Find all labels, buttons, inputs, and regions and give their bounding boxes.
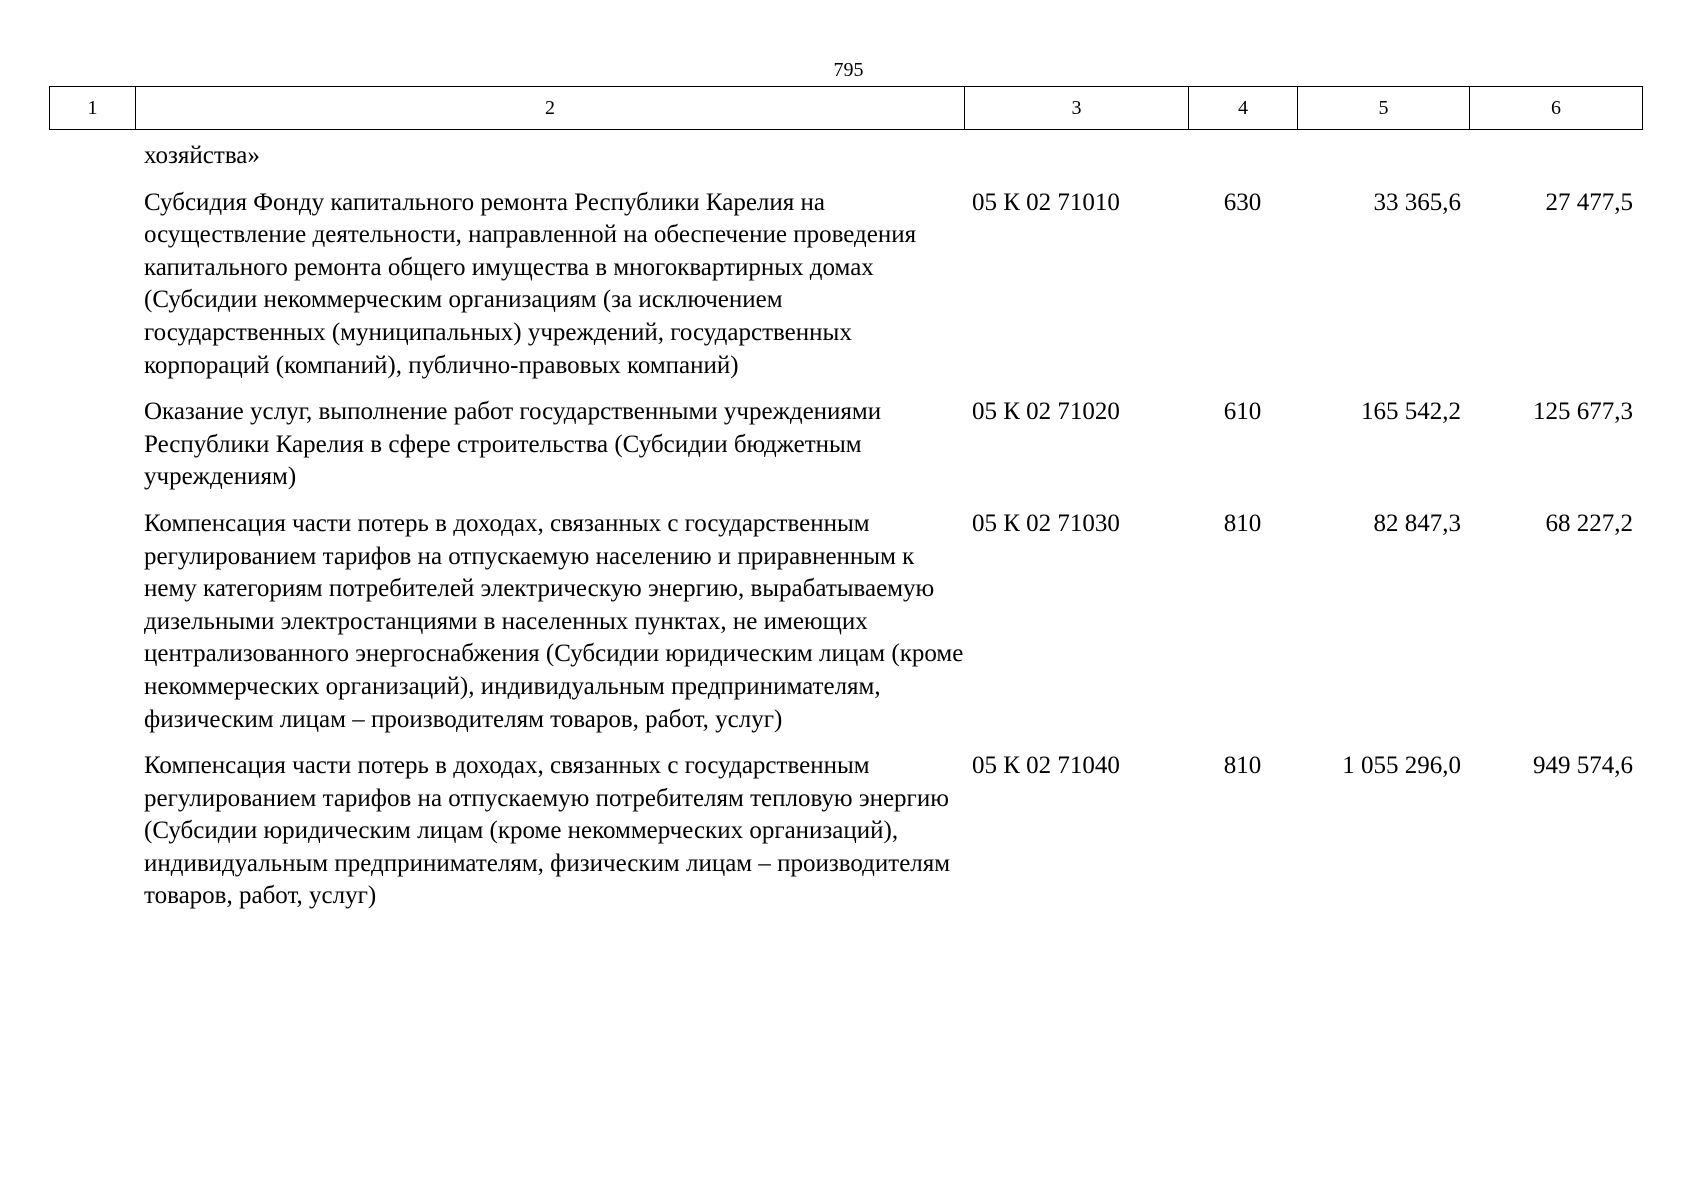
amount-cell-5: 33 365,6 [1373,188,1461,216]
description-cell: Компенсация части потерь в доходах, связанных с государственным регулированием тарифов на отпускаемую потребителям тепловую энергию (Субсидии юридическим лицам (кроме некоммерческих организаций), индивидуальным предпринимателям, физическим лицам – производителям товаров, работ, услуг) [144,752,951,910]
expense-type-cell: 810 [1223,752,1262,780]
description-cell: Компенсация части потерь в доходах, связанных с государственным регулированием тарифов на отпускаемую населению и приравненным к нему категориям потребителей электрическую энергию, вырабатываемую дизельными электростанциями в населенных пунктах, не имеющих централизованного энергоснабжения (Субсидии юридическим лицам (кроме некоммерческих организаций), индивидуальным предпринимателям, физическим лицам – производителям товаров, работ, услуг) [144,509,964,733]
amount-cell-6 [1469,140,1642,173]
expense-type-cell [1188,140,1297,173]
column-number-header [49,86,1643,130]
target-code-cell [964,140,1188,173]
row-number-cell [49,508,135,736]
row-number-cell [49,396,135,494]
table-row [49,508,1642,736]
amount-cell-5: 82 847,3 [1373,509,1461,537]
amount-cell-6: 27 477,5 [1545,188,1633,216]
row-number-cell [49,187,135,383]
target-code-cell: 05 К 02 71040 [972,752,1120,780]
amount-cell-5: 1 055 296,0 [1342,752,1461,780]
amount-cell-5 [1297,140,1469,173]
target-code-cell: 05 К 02 71020 [972,398,1120,426]
table-row [49,396,1642,494]
expense-type-cell: 610 [1223,398,1262,426]
amount-cell-6: 125 677,3 [1533,398,1633,426]
description-cell: Оказание услуг, выполнение работ государственными учреждениями Республики Карелия в сфере строительства (Субсидии бюджетным учреждениям) [144,398,882,491]
expense-type-cell: 810 [1223,509,1262,537]
target-code-cell: 05 К 02 71030 [972,509,1120,537]
table-row [49,140,1642,173]
row-number-cell [49,140,135,173]
table-body [49,140,1642,913]
page-number: 795 [833,59,864,81]
header-row [50,87,1643,130]
table-row [49,750,1642,913]
description-cell: хозяйства» [144,142,260,169]
header-cell-6: 6 [1470,87,1643,130]
expense-type-cell: 630 [1223,188,1262,216]
amount-cell-6: 68 227,2 [1545,509,1633,537]
header-cell-3: 3 [965,87,1189,130]
table-row [49,187,1642,383]
header-cell-5: 5 [1298,87,1470,130]
header-cell-2: 2 [136,87,965,130]
description-cell: Субсидия Фонду капитального ремонта Республики Карелия на осуществление деятельности, направленной на обеспечение проведения капитального ремонта общего имущества в многоквартирных домах (Субсидии некоммерческим организациям (за исключением государственных (муниципальных) учреждений, государственных корпораций (компаний), публично-правовых компаний) [144,188,917,379]
row-number-cell [49,750,135,913]
target-code-cell: 05 К 02 71010 [972,188,1120,216]
header-cell-4: 4 [1189,87,1298,130]
header-cell-1: 1 [50,87,136,130]
amount-cell-6: 949 574,6 [1533,752,1633,780]
amount-cell-5: 165 542,2 [1361,398,1461,426]
